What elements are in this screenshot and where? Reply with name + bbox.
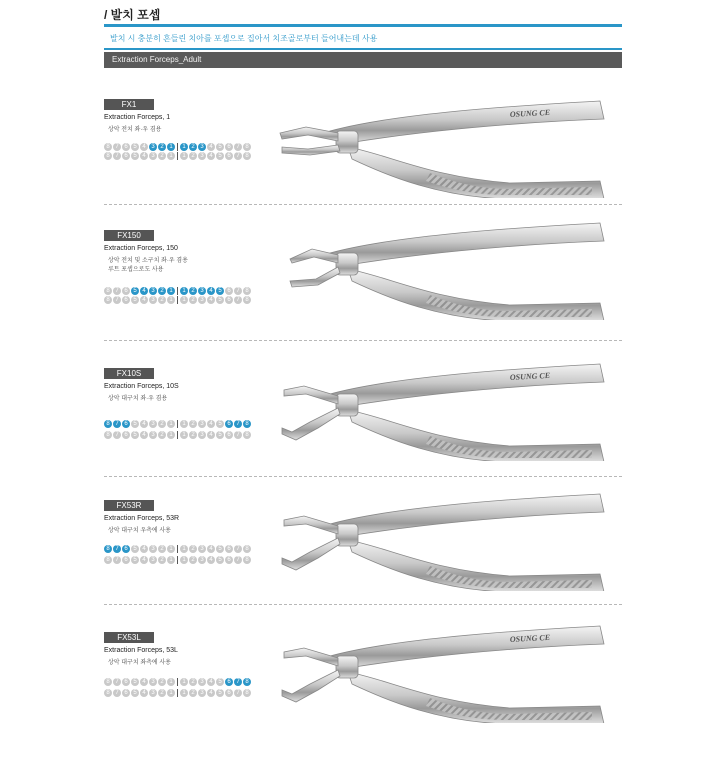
brand-engraving: OSUNG CE [509,107,551,119]
tooth-number: 6 [122,296,130,304]
tooth-number: 7 [113,689,121,697]
section-label: Extraction Forceps_Adult [112,55,202,64]
tooth-number: 4 [140,296,148,304]
tooth-number: 1 [180,556,188,564]
upper-beak [284,648,338,666]
tooth-number: 1 [167,287,175,295]
tooth-number: 1 [180,287,188,295]
tooth-number: 6 [122,545,130,553]
tooth-number: 8 [243,287,251,295]
tooth-number: 8 [104,143,112,151]
forceps-image [270,215,615,320]
tooth-number: 2 [158,143,166,151]
tooth-number: 2 [189,545,197,553]
tooth-number: 5 [216,431,224,439]
tooth-number: 4 [207,143,215,151]
midline-separator [177,431,178,439]
tooth-number: 4 [140,287,148,295]
tooth-number: 7 [113,545,121,553]
tooth-number: 1 [180,152,188,160]
tooth-number: 3 [198,420,206,428]
midline-separator [177,143,178,151]
tooth-number: 7 [234,545,242,553]
tooth-number: 4 [140,143,148,151]
product-fx10s [0,368,727,498]
product-desc: 상악 대구치 좌측에 사용 [108,660,171,666]
page-title: / 발치 포셉 [104,8,161,22]
tooth-number: 5 [216,287,224,295]
tooth-number: 6 [122,420,130,428]
lower-beak [282,538,340,570]
lower-beak [282,145,340,155]
product-code: FX53L [104,632,154,643]
tooth-number: 5 [216,420,224,428]
upper-beak [290,249,338,263]
tooth-number: 3 [198,556,206,564]
tooth-number: 7 [234,152,242,160]
tooth-number: 7 [234,556,242,564]
tooth-number: 1 [180,296,188,304]
tooth-number: 8 [104,420,112,428]
forceps-image [270,93,615,198]
tooth-number: 2 [158,556,166,564]
brand-engraving: OSUNG CE [509,370,551,382]
product-code: FX1 [104,99,154,110]
teeth-upper [104,287,252,295]
tooth-number: 4 [207,296,215,304]
tooth-number: 1 [180,420,188,428]
tooth-number: 8 [104,287,112,295]
tooth-number: 6 [122,556,130,564]
tooth-number: 7 [234,431,242,439]
upper-handle [330,364,604,406]
tooth-number: 6 [122,689,130,697]
tooth-number: 6 [225,296,233,304]
tooth-number: 1 [180,689,188,697]
tooth-number: 2 [158,689,166,697]
tooth-number: 5 [131,296,139,304]
teeth-lower [104,556,252,564]
tooth-number: 4 [140,678,148,686]
tooth-number: 8 [243,545,251,553]
tooth-number: 7 [113,287,121,295]
tooth-number: 5 [131,287,139,295]
tooth-number: 1 [167,545,175,553]
tooth-number: 5 [216,143,224,151]
midline-separator [177,287,178,295]
upper-beak [280,127,338,141]
tooth-number: 4 [140,152,148,160]
tooth-number: 1 [167,431,175,439]
section-bar [104,52,622,68]
product-name: Extraction Forceps, 53R [104,515,180,522]
tooth-number: 1 [180,143,188,151]
tooth-number: 8 [104,556,112,564]
tooth-number: 1 [180,678,188,686]
tooth-number: 4 [207,431,215,439]
tooth-number: 3 [198,431,206,439]
tooth-number: 2 [158,152,166,160]
tooth-number: 7 [113,678,121,686]
tooth-number: 8 [243,678,251,686]
tooth-number: 6 [225,556,233,564]
tooth-number: 2 [158,431,166,439]
midline-separator [177,296,178,304]
tooth-number: 5 [131,143,139,151]
tooth-number: 3 [149,431,157,439]
upper-beak [284,516,338,534]
tooth-number: 1 [180,431,188,439]
midline-separator [177,689,178,697]
tooth-number: 3 [198,678,206,686]
tooth-number: 3 [198,143,206,151]
divider [104,604,622,605]
product-name: Extraction Forceps, 150 [104,245,178,252]
teeth-lower [104,689,252,697]
tooth-number: 5 [131,152,139,160]
tooth-number: 8 [243,152,251,160]
tooth-number: 2 [189,678,197,686]
tooth-number: 4 [140,431,148,439]
tooth-number: 3 [149,143,157,151]
tooth-number: 8 [243,689,251,697]
tooth-number: 3 [149,296,157,304]
product-fx53l [0,632,727,762]
title-rule [104,24,622,27]
product-name: Extraction Forceps, 1 [104,114,171,121]
divider [104,476,622,477]
tooth-number: 8 [104,296,112,304]
tooth-number: 4 [140,556,148,564]
tooth-number: 6 [225,287,233,295]
tooth-number: 6 [225,689,233,697]
tooth-number: 1 [167,143,175,151]
midline-separator [177,152,178,160]
tooth-number: 3 [149,287,157,295]
tooth-number: 5 [216,296,224,304]
upper-handle [330,101,604,143]
tooth-number: 8 [243,296,251,304]
tooth-number: 6 [225,545,233,553]
tooth-number: 6 [122,287,130,295]
tooth-number: 1 [167,296,175,304]
tooth-number: 7 [234,287,242,295]
upper-handle [330,494,604,536]
product-name: Extraction Forceps, 10S [104,383,179,390]
product-code: FX150 [104,230,154,241]
teeth-upper [104,545,252,553]
tooth-number: 8 [104,431,112,439]
tooth-number: 1 [167,556,175,564]
tooth-number: 5 [131,689,139,697]
tooth-number: 8 [243,143,251,151]
tooth-number: 5 [131,545,139,553]
upper-handle [330,626,604,668]
tooth-number: 5 [131,678,139,686]
tooth-number: 6 [122,431,130,439]
product-fx53r [0,500,727,630]
tooth-number: 8 [243,556,251,564]
tooth-number: 5 [216,689,224,697]
tooth-number: 3 [198,545,206,553]
tooth-number: 7 [234,143,242,151]
tooth-number: 5 [216,678,224,686]
tooth-number: 2 [158,287,166,295]
tooth-number: 6 [225,431,233,439]
tooth-number: 6 [225,678,233,686]
tooth-number: 4 [207,689,215,697]
tooth-number: 5 [131,431,139,439]
teeth-upper [104,420,252,428]
tooth-number: 7 [234,420,242,428]
subtitle-rule [104,48,622,50]
tooth-number: 8 [104,678,112,686]
tooth-number: 8 [104,152,112,160]
product-desc: 상악 대구치 우측에 사용 [108,528,171,534]
tooth-number: 7 [234,689,242,697]
tooth-number: 6 [122,678,130,686]
tooth-number: 7 [113,143,121,151]
tooth-number: 7 [113,296,121,304]
tooth-number: 2 [158,545,166,553]
tooth-number: 3 [149,152,157,160]
tooth-number: 5 [216,152,224,160]
tooth-number: 7 [113,152,121,160]
tooth-number: 4 [207,678,215,686]
midline-separator [177,545,178,553]
tooth-number: 4 [207,287,215,295]
tooth-number: 7 [234,296,242,304]
teeth-upper [104,678,252,686]
tooth-number: 2 [189,152,197,160]
product-code: FX53R [104,500,154,511]
tooth-number: 4 [140,545,148,553]
tooth-number: 7 [113,556,121,564]
midline-separator [177,556,178,564]
product-name: Extraction Forceps, 53L [104,647,178,654]
tooth-number: 6 [122,152,130,160]
tooth-number: 7 [234,678,242,686]
lower-beak [282,670,340,702]
teeth-upper [104,143,252,151]
teeth-lower [104,431,252,439]
tooth-number: 8 [243,431,251,439]
tooth-number: 2 [189,296,197,304]
tooth-number: 2 [189,689,197,697]
tooth-number: 6 [225,143,233,151]
midline-separator [177,678,178,686]
upper-beak [284,386,338,404]
tooth-number: 4 [207,545,215,553]
tooth-number: 7 [113,431,121,439]
tooth-number: 5 [216,545,224,553]
tooth-number: 1 [167,689,175,697]
product-code: FX10S [104,368,154,379]
tooth-number: 5 [131,556,139,564]
product-desc: 루트 포셉으로도 사용 [108,267,164,273]
tooth-number: 3 [198,287,206,295]
tooth-number: 7 [113,420,121,428]
tooth-number: 4 [140,420,148,428]
product-desc: 상악 대구치 좌·우 겸용 [108,396,168,402]
tooth-number: 3 [149,556,157,564]
tooth-number: 3 [149,689,157,697]
tooth-number: 2 [189,420,197,428]
brand-engraving: OSUNG CE [509,632,551,644]
lower-beak [282,408,340,440]
tooth-number: 6 [225,152,233,160]
tooth-number: 3 [198,296,206,304]
forceps-image [270,618,615,723]
product-desc: 상악 전치 및 소구치 좌·우 겸용 [108,258,188,264]
product-fx1 [0,99,727,229]
tooth-number: 5 [216,556,224,564]
teeth-lower [104,296,252,304]
tooth-number: 2 [158,678,166,686]
tooth-number: 3 [198,689,206,697]
upper-handle [330,223,604,265]
tooth-number: 3 [149,420,157,428]
forceps-image [270,356,615,461]
midline-separator [177,420,178,428]
tooth-number: 2 [189,556,197,564]
tooth-number: 5 [131,420,139,428]
tooth-number: 2 [158,420,166,428]
tooth-number: 1 [167,420,175,428]
page-subtitle: 발치 시 충분히 흔들린 치아를 포셉으로 집아서 치조골로부터 들어내는데 사용 [110,34,378,43]
tooth-number: 4 [140,689,148,697]
tooth-number: 6 [122,143,130,151]
tooth-number: 4 [207,556,215,564]
tooth-number: 8 [104,689,112,697]
teeth-lower [104,152,252,160]
tooth-number: 2 [189,287,197,295]
divider [104,340,622,341]
tooth-number: 3 [198,152,206,160]
tooth-number: 2 [158,296,166,304]
tooth-number: 3 [149,678,157,686]
tooth-number: 1 [167,678,175,686]
tooth-number: 4 [207,420,215,428]
tooth-number: 2 [189,143,197,151]
tooth-number: 2 [189,431,197,439]
tooth-number: 3 [149,545,157,553]
tooth-number: 1 [180,545,188,553]
forceps-image [270,486,615,591]
divider [104,204,622,205]
tooth-number: 8 [104,545,112,553]
tooth-number: 8 [243,420,251,428]
tooth-number: 6 [225,420,233,428]
lower-beak [290,267,340,287]
tooth-number: 4 [207,152,215,160]
product-desc: 상악 전치 좌·우 겸용 [108,127,162,133]
tooth-number: 1 [167,152,175,160]
